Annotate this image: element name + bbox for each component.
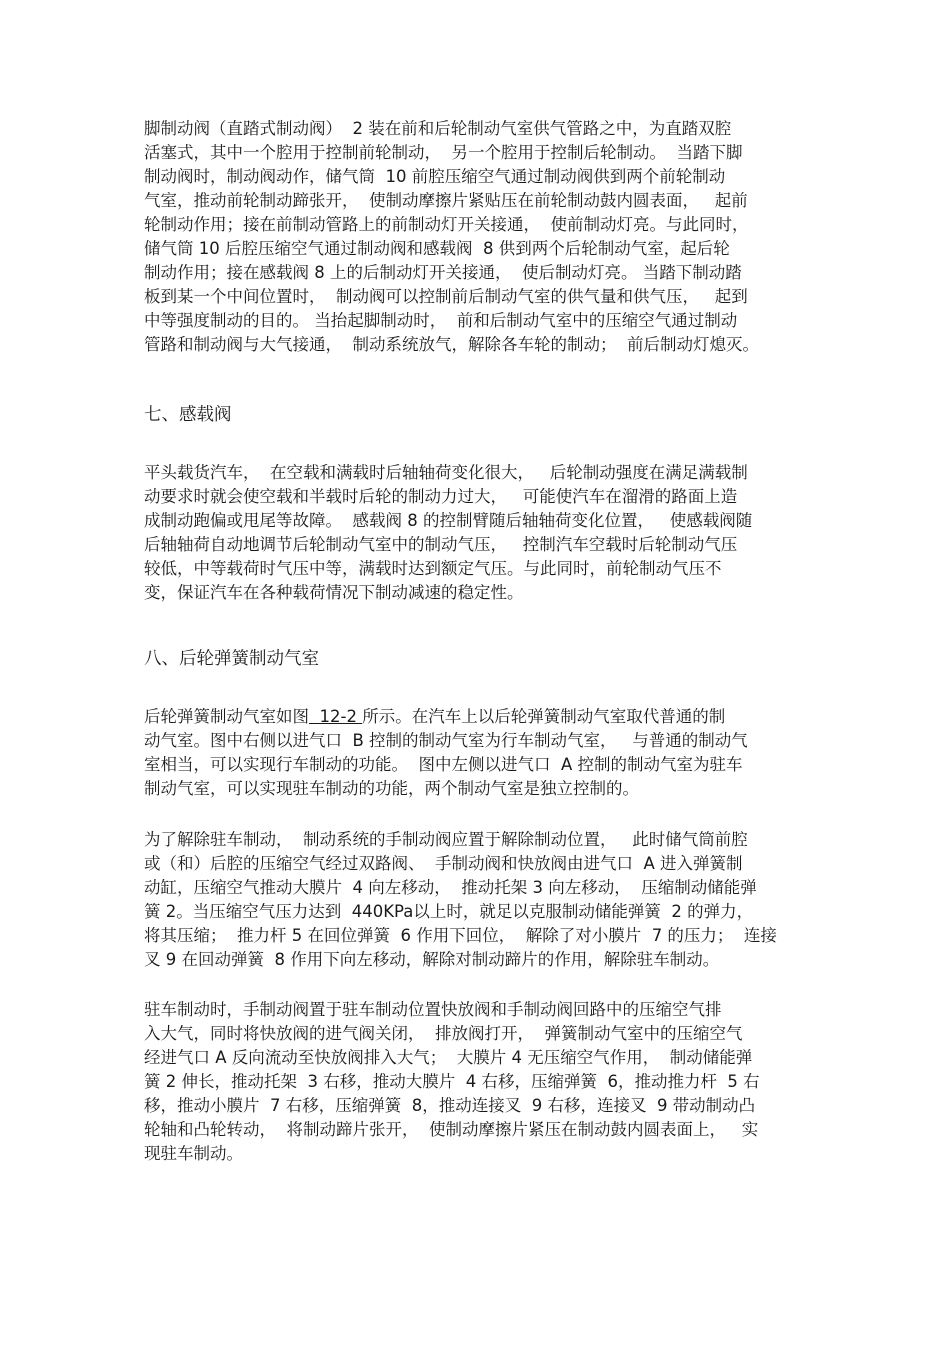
- text-line: 管路和制动阀与大气接通， 制动系统放气，解除各车轮的制动； 前后制动灯熄灭。: [144, 335, 759, 354]
- text-line: 移，推动小膜片 7 右移，压缩弹簧 8，推动连接叉 9 右移，连接叉 9 带动制动凸: [144, 1096, 756, 1115]
- text-line: 轮轴和凸轮转动， 将制动蹄片张开， 使制动摩擦片紧压在制动鼓内圆表面上， 实: [144, 1120, 759, 1139]
- text-line: 脚制动阀（直踏式制动阀） 2 装在前和后轮制动气室供气管路之中，为直踏双腔: [144, 119, 732, 138]
- text-line: 气室，推动前轮制动蹄张开， 使制动摩擦片紧贴压在前轮制动鼓内圆表面， 起前: [144, 191, 748, 210]
- section-heading-rear-spring-brake-chamber: 八、后轮弹簧制动气室: [144, 649, 319, 669]
- text-line: 现驻车制动。: [144, 1144, 243, 1163]
- text-span: 后轮弹簧制动气室如图: [144, 707, 309, 726]
- text-line: 储气筒 10 后腔压缩空气通过制动阀和感载阀 8 供到两个后轮制动气室，起后轮: [144, 239, 730, 258]
- text-line: 变，保证汽车在各种载荷情况下制动减速的稳定性。: [144, 583, 524, 602]
- text-line: 活塞式，其中一个腔用于控制前轮制动， 另一个腔用于控制后轮制动。 当踏下脚: [144, 143, 743, 162]
- text-span: 所示。在汽车上以后轮弹簧制动气室取代普通的制: [362, 707, 726, 726]
- text-line: 后轴轴荷自动地调节后轮制动气室中的制动气压， 控制汽车空载时后轮制动气压: [144, 535, 738, 554]
- text-line: 中等强度制动的目的。 当抬起脚制动时， 前和后制动气室中的压缩空气通过制动: [144, 311, 738, 330]
- text-line: 制动阀时，制动阀动作，储气筒 10 前腔压缩空气通过制动阀供到两个前轮制动: [144, 167, 726, 186]
- paragraph-foot-brake-valve: [144, 117, 808, 357]
- text-line: 为了解除驻车制动， 制动系统的手制动阀应置于解除制动位置， 此时储气筒前腔: [144, 830, 748, 849]
- text-line: 入大气，同时将快放阀的进气阀关闭， 排放阀打开， 弹簧制动气室中的压缩空气: [144, 1024, 743, 1043]
- paragraph-spring-brake-intro: [144, 705, 808, 801]
- text-line: 室相当，可以实现行车制动的功能。 图中左侧以进气口 A 控制的制动气室为驻车: [144, 755, 743, 774]
- text-line: 较低，中等载荷时气压中等，满载时达到额定气压。与此同时，前轮制动气压不: [144, 559, 722, 578]
- text-line: 簧 2 伸长，推动托架 3 右移，推动大膜片 4 右移，压缩弹簧 6，推动推力杆 5 右: [144, 1072, 760, 1091]
- paragraph-apply-parking-brake: [144, 998, 808, 1166]
- paragraph-load-sensing-valve: [144, 461, 808, 605]
- text-line: 簧 2。当压缩空气压力达到 440KPa以上时，就足以克服制动储能弹簧 2 的弹力，: [144, 902, 754, 921]
- text-line: 制动作用；接在感载阀 8 上的后制动灯开关接通， 使后制动灯亮。 当踏下制动踏: [144, 263, 742, 282]
- text-line: 将其压缩； 推力杆 5 在回位弹簧 6 作用下回位， 解除了对小膜片 7 的压力； 连接: [144, 926, 777, 945]
- text-line: 动缸，压缩空气推动大膜片 4 向左移动， 推动托架 3 向左移动， 压缩制动储能弹: [144, 878, 757, 897]
- text-line: 轮制动作用；接在前制动管路上的前制动灯开关接通， 使前制动灯亮。与此同时，: [144, 215, 749, 234]
- section-heading-load-sensing-valve: 七、感载阀: [144, 405, 232, 425]
- text-line: 动气室。图中右侧以进气口 B 控制的制动气室为行车制动气室， 与普通的制动气: [144, 731, 748, 750]
- text-line: 或（和）后腔的压缩空气经过双路阀、 手制动阀和快放阀由进气口 A 进入弹簧制: [144, 854, 743, 873]
- text-line: 叉 9 在回动弹簧 8 作用下向左移动，解除对制动蹄片的作用，解除驻车制动。: [144, 950, 720, 969]
- text-line: 成制动跑偏或甩尾等故障。 感载阀 8 的控制臂随后轴轴荷变化位置， 使感载阀随: [144, 511, 753, 530]
- text-line: 经进气口 A 反向流动至快放阀排入大气； 大膜片 4 无压缩空气作用， 制动储能弹: [144, 1048, 753, 1067]
- figure-reference: 12-2: [309, 707, 363, 726]
- text-line: 制动气室，可以实现驻车制动的功能，两个制动气室是独立控制的。: [144, 779, 639, 798]
- text-line: 驻车制动时，手制动阀置于驻车制动位置快放阀和手制动阀回路中的压缩空气排: [144, 1000, 722, 1019]
- text-line: 动要求时就会使空载和半载时后轮的制动力过大， 可能使汽车在溜滑的路面上造: [144, 487, 738, 506]
- text-line: 板到某一个中间位置时， 制动阀可以控制前后制动气室的供气量和供气压， 起到: [144, 287, 748, 306]
- paragraph-release-parking-brake: [144, 828, 808, 972]
- text-line: 平头载货汽车， 在空载和满载时后轴轴荷变化很大， 后轮制动强度在满足满载制: [144, 463, 748, 482]
- text-line: [144, 705, 808, 729]
